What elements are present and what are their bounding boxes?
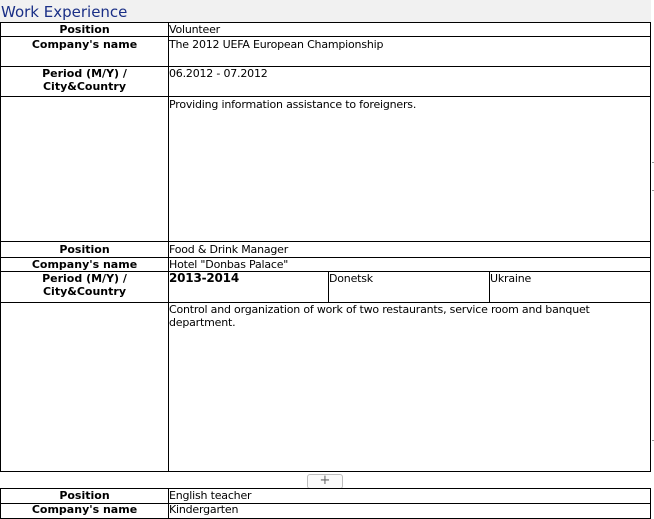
label-description-empty [0,302,169,472]
label-period-line2: City&Country [42,80,126,93]
label-company: Company's name [0,503,169,519]
label-position: Position [0,488,169,504]
label-period-line2: City&Country [42,285,126,298]
label-position: Position [0,241,169,258]
label-description-empty [0,96,169,242]
field-company[interactable]: Kindergarten [168,503,651,519]
add-entry-button[interactable]: + [307,474,343,489]
field-description[interactable]: Providing information assistance to foreigners. [168,96,651,242]
label-position: Position [0,22,169,37]
field-country[interactable]: Ukraine [489,271,651,303]
field-position[interactable]: Food & Drink Manager [168,241,651,258]
field-city[interactable]: Donetsk [328,271,490,303]
field-description[interactable]: Control and organization of work of two restaurants, service room and banquet department. [168,302,651,472]
label-company: Company's name [0,257,169,272]
label-period-line1: Period (M/Y) / [42,67,127,80]
label-period [0,271,169,303]
field-company[interactable]: The 2012 UEFA European Championship [168,37,651,67]
field-position[interactable]: English teacher [168,488,651,504]
label-period [0,66,169,97]
label-company: Company's name [0,37,169,67]
field-company[interactable]: Hotel "Donbas Palace" [168,257,651,272]
field-period[interactable]: 2013-2014 [168,271,329,303]
label-period-line1: Period (M/Y) / [42,272,127,285]
field-position[interactable]: Volunteer [168,22,651,37]
section-title: Work Experience [1,3,128,21]
field-period[interactable]: 06.2012 - 07.2012 [168,66,651,97]
